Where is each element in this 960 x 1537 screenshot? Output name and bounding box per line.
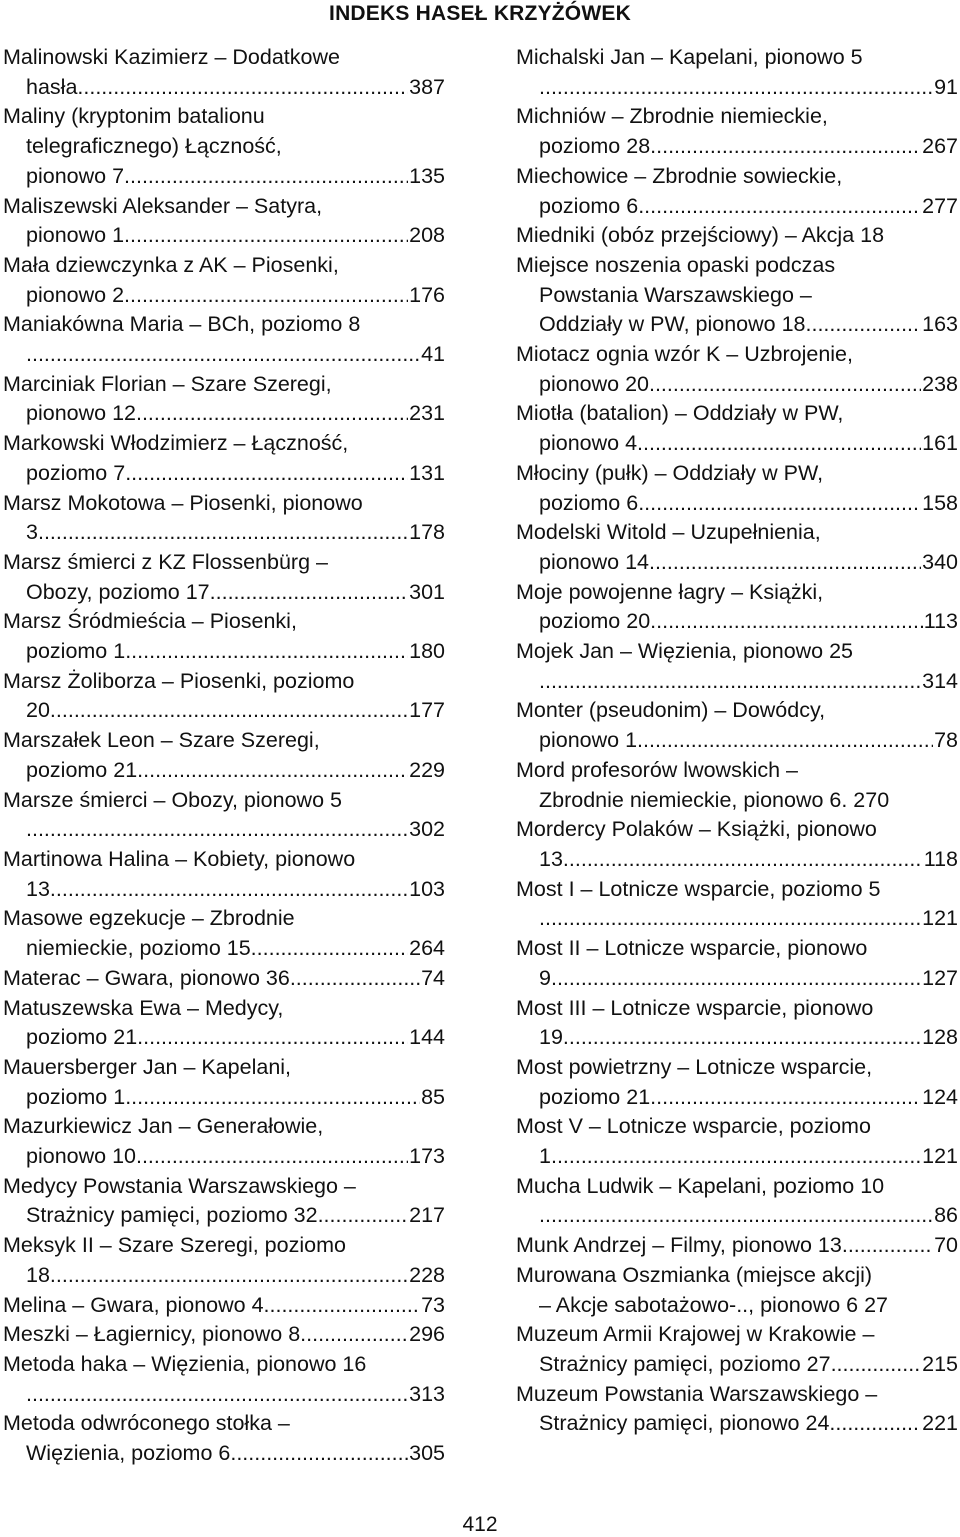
page-number: 412 [462,1513,498,1536]
entry-leader-line [3,1439,445,1469]
entry-text: Mała dziewczynka z AK – Piosenki, [3,252,339,277]
dot-leader [551,964,921,994]
entry-text: Melina – Gwara, pionowo 4 [3,1292,264,1317]
entry-text: pionowo 2 [26,282,125,307]
index-entry [3,251,445,310]
dot-leader [563,1023,921,1053]
dot-leader [137,756,408,786]
page-reference: 314 [922,668,958,693]
page-reference: 144 [409,1025,445,1050]
page-reference: 103 [409,876,445,901]
dot-leader [124,281,408,311]
entry-leader-line [516,1142,958,1172]
dot-leader [638,489,921,519]
dot-leader [539,904,921,934]
entry-text: pionowo 20 [539,371,649,396]
entry-text: Muzeum Powstania Warszawskiego – [516,1381,878,1406]
entry-text: Most V – Lotnicze wsparcie, poziomo [516,1114,871,1139]
entry-text: pionowo 12 [26,401,136,426]
entry-text: Munk Andrzej – Filmy, pionowo 13 [516,1233,842,1258]
entry-text: 3 [26,520,38,545]
index-entry [3,1172,445,1231]
entry-text: poziomo 21 [539,1084,651,1109]
entry-text: 19 [539,1025,563,1050]
entry-leader-line [3,1291,445,1321]
entry-text: Metoda odwróconego stołka – [3,1411,290,1436]
page-reference: 121 [922,1144,958,1169]
page-reference: 161 [922,431,958,456]
entry-leader-line [516,370,958,400]
entry-text: Mordercy Polaków – Książki, pionowo [516,817,877,842]
entry-text: niemieckie, poziomo 15 [26,936,251,961]
entry-leader-line [3,1201,445,1231]
page-reference: 302 [409,817,445,842]
entry-text: Obozy, poziomo 17 [26,579,210,604]
index-entry [3,370,445,429]
entry-text: telegraficznego) Łączność, [26,134,282,159]
entry-text: Malinowski Kazimierz – Dodatkowe [3,45,340,69]
entry-text: Marsz Mokotowa – Piosenki, pionowo [3,490,363,515]
entry-text: Strażnicy pamięci, poziomo 32 [26,1203,318,1228]
dot-leader [125,637,408,667]
dot-leader [637,429,921,459]
page-reference: 70 [934,1233,958,1258]
entry-text: Miotacz ognia wzór K – Uzbrojenie, [516,342,853,367]
page-reference: 127 [922,965,958,990]
entry-text: pionowo 10 [26,1144,136,1169]
dot-leader [50,696,408,726]
entry-leader-line [3,578,445,608]
dot-leader [125,459,408,489]
page-reference: 173 [409,1144,445,1169]
entry-text: Oddziały w PW, pionowo 18 [539,312,806,337]
entry-text: 9 [539,965,551,990]
entry-leader-line [516,1350,958,1380]
page-reference: 277 [922,193,958,218]
entry-text: poziomo 6 [539,490,639,515]
dot-leader [831,1350,922,1380]
entry-text: poziomo 1 [26,1084,126,1109]
entry-text: Miejsce noszenia opaski podczas [516,252,836,277]
entry-leader-line [516,429,958,459]
page-reference: 113 [923,609,958,634]
entry-text: Młociny (pułk) – Oddziały w PW, [516,460,824,485]
index-entry [3,1350,445,1409]
dot-leader [551,1142,921,1172]
index-column-left [3,43,445,1469]
entry-text: pionowo 1 [26,223,125,248]
entry-text: Monter (pseudonim) – Dowódcy, [516,698,826,723]
page-reference: 91 [934,74,958,99]
entry-text: Moje powojenne łagry – Książki, [516,579,824,604]
index-entry [516,1231,958,1261]
page-reference: 387 [409,74,445,99]
entry-leader-line [3,1380,445,1410]
dot-leader [210,578,408,608]
index-entry [3,994,445,1053]
page-reference: 228 [409,1262,445,1287]
index-entry [3,43,445,102]
dot-leader [650,132,921,162]
entry-text: poziomo 6 [539,193,639,218]
entry-text: Meksyk II – Szare Szeregi, poziomo [3,1233,346,1258]
entry-text: Medycy Powstania Warszawskiego – [3,1173,356,1198]
index-entry [3,667,445,726]
page-reference: 85 [421,1084,445,1109]
entry-leader-line [3,637,445,667]
entry-leader-line [516,548,958,578]
page-reference: 221 [922,1411,958,1436]
entry-text: Martinowa Halina – Kobiety, pionowo [3,846,356,871]
entry-leader-line [3,459,445,489]
entry-leader-line [516,1409,958,1439]
index-entry [516,459,958,518]
index-entry [516,1261,958,1320]
entry-text: Miechowice – Zbrodnie sowieckie, [516,163,843,188]
index-entry [516,340,958,399]
entry-text: Matuszewska Ewa – Medycy, [3,995,284,1020]
dot-leader [318,1201,409,1231]
index-entry [516,221,958,251]
entry-text: Mojek Jan – Więzienia, pionowo 25 [516,639,854,664]
index-entry [3,786,445,845]
entry-text: Strażnicy pamięci, pionowo 24 [539,1411,830,1436]
index-entry [516,934,958,993]
entry-leader-line [3,281,445,311]
index-entry [516,162,958,221]
entry-text: 20 [26,698,50,723]
index-entry [516,1380,958,1439]
dot-leader [136,1142,408,1172]
dot-leader [539,73,933,103]
entry-text: pionowo 4 [539,431,638,456]
dot-leader [650,1083,921,1113]
dot-leader [26,815,408,845]
index-entry [516,43,958,102]
index-entry [3,726,445,785]
page-reference: 135 [409,163,445,188]
entry-leader-line [516,1201,958,1231]
entry-leader-line [516,904,958,934]
entry-leader-line [3,340,445,370]
entry-text: Most III – Lotnicze wsparcie, pionowo [516,995,874,1020]
entry-leader-line [3,964,445,994]
page-reference: 121 [922,906,958,931]
entry-text: Maliny (kryptonim batalionu [3,104,265,129]
entry-text: Materac – Gwara, pionowo 36 [3,965,290,990]
entry-text: 18 [26,1262,50,1287]
index-entry [516,102,958,161]
entry-leader-line [516,192,958,222]
entry-text: poziomo 7 [26,460,126,485]
dot-leader [251,934,408,964]
page-reference: 296 [409,1322,445,1347]
entry-text: Masowe egzekucje – Zbrodnie [3,906,295,931]
entry-text: poziomo 28 [539,134,651,159]
index-entry [3,1320,445,1350]
entry-leader-line [516,489,958,519]
dot-leader [125,1083,420,1113]
entry-leader-line [3,1320,445,1350]
entry-text: hasła [26,74,78,99]
dot-leader [300,1320,408,1350]
entry-leader-line [3,1023,445,1053]
entry-text: Muzeum Armii Krajowej w Krakowie – [516,1322,875,1347]
index-entry [3,1231,445,1290]
index-entry [516,1053,958,1112]
index-entry [3,904,445,963]
dot-leader [50,875,408,905]
page-reference: 163 [922,312,958,337]
entry-text: 13 [539,846,563,871]
dot-leader [264,1291,421,1321]
page-reference: 215 [922,1351,958,1376]
entry-leader-line [516,132,958,162]
entry-text: poziomo 21 [26,757,138,782]
page-reference: 180 [409,639,445,664]
entry-text: pionowo 1 [539,728,638,753]
dot-leader [38,518,408,548]
index-entry [3,429,445,488]
index-entry [3,1291,445,1321]
entry-leader-line [3,221,445,251]
entry-leader-line [3,1083,445,1113]
entry-text: pionowo 7 [26,163,125,188]
entry-leader-line [3,73,445,103]
entry-leader-line [516,845,958,875]
index-entry [516,696,958,755]
dot-leader [539,1201,933,1231]
entry-text: Michalski Jan – Kapelani, pionowo 5 [516,45,863,69]
page-reference: 41 [421,342,445,367]
entry-text: Marciniak Florian – Szare Szeregi, [3,371,332,396]
entry-text: poziomo 1 [26,639,126,664]
index-entry [3,310,445,369]
entry-text: Most powietrzny – Lotnicze wsparcie, [516,1054,873,1079]
index-column-right [516,43,958,1439]
dot-leader [842,1231,933,1261]
dot-leader [829,1409,921,1439]
entry-leader-line [516,1231,958,1261]
entry-leader-line [3,518,445,548]
dot-leader [638,192,921,222]
page-reference: 118 [923,846,958,871]
entry-text: Most I – Lotnicze wsparcie, poziomo 5 [516,876,881,901]
page-reference: 177 [409,698,445,723]
dot-leader [650,607,923,637]
page-reference: 74 [421,965,445,990]
index-entry [516,637,958,696]
entry-leader-line [516,310,958,340]
entry-text: pionowo 14 [539,549,649,574]
entry-leader-line [3,934,445,964]
dot-leader [26,1380,408,1410]
page-header: INDEKS HASEŁ KRZYŻÓWEK [329,2,631,25]
dot-leader [26,340,420,370]
entry-text: Marsz Żoliborza – Piosenki, poziomo [3,668,355,693]
dot-leader [50,1261,408,1291]
index-entry [516,1172,958,1231]
index-entry [516,1320,958,1379]
index-entry [516,518,958,577]
entry-leader-line [516,1023,958,1053]
page-reference: 217 [409,1203,445,1228]
page-reference: 305 [409,1441,445,1466]
entry-text: Mucha Ludwik – Kapelani, poziomo 10 [516,1173,885,1198]
dot-leader [77,73,408,103]
entry-text: Marsze śmierci – Obozy, pionowo 5 [3,787,342,812]
entry-leader-line [516,73,958,103]
entry-text: 13 [26,876,50,901]
page-reference: 73 [421,1292,445,1317]
entry-text: Most II – Lotnicze wsparcie, pionowo [516,936,868,961]
entry-text: – Akcje sabotażowo-.., pionowo 6 27 [539,1292,888,1317]
index-entry [3,548,445,607]
dot-leader [563,845,923,875]
page-reference: 340 [922,549,958,574]
entry-text: Markowski Włodzimierz – Łączność, [3,431,349,456]
entry-leader-line [3,162,445,192]
entry-text: Marsz Śródmieścia – Piosenki, [3,609,297,634]
page-reference: 313 [409,1381,445,1406]
entry-text: Marszałek Leon – Szare Szeregi, [3,728,320,753]
entry-leader-line [516,964,958,994]
entry-text: Modelski Witold – Uzupełnienia, [516,520,821,545]
dot-leader [806,310,922,340]
page-reference: 131 [409,460,445,485]
index-entry [3,192,445,251]
dot-leader [649,548,921,578]
entry-text: Mord profesorów lwowskich – [516,757,798,782]
index-entry [3,102,445,191]
index-entry [3,1112,445,1171]
entry-text: Maniakówna Maria – BCh, poziomo 8 [3,312,361,337]
index-entry [516,399,958,458]
page-reference: 78 [934,728,958,753]
page-reference: 86 [934,1203,958,1228]
entry-text: Metoda haka – Więzienia, pionowo 16 [3,1351,367,1376]
entry-leader-line [516,726,958,756]
entry-text: poziomo 20 [539,609,651,634]
index-entry [3,1053,445,1112]
dot-leader [136,399,408,429]
index-entry [3,489,445,548]
entry-text: Miedniki (obóz przejściowy) – Akcja 18 [516,223,885,248]
index-entry [3,1409,445,1468]
page-reference: 128 [922,1025,958,1050]
index-entry [3,964,445,994]
index-entry [516,756,958,815]
entry-text: 1 [539,1144,551,1169]
index-entry [516,994,958,1053]
entry-leader-line [3,756,445,786]
entry-leader-line [3,1261,445,1291]
page-reference: 229 [409,757,445,782]
dot-leader [230,1439,408,1469]
entry-text: Więzienia, poziomo 6 [26,1441,231,1466]
index-entry [516,875,958,934]
index-entry [516,1112,958,1171]
entry-text: Mazurkiewicz Jan – Generałowie, [3,1114,324,1139]
index-entry [3,845,445,904]
entry-text: Miotła (batalion) – Oddziały w PW, [516,401,844,426]
entry-leader-line [3,696,445,726]
entry-text: Murowana Oszmianka (miejsce akcji) [516,1262,873,1287]
page-reference: 208 [409,223,445,248]
page-reference: 238 [922,371,958,396]
entry-text: Mauersberger Jan – Kapelani, [3,1054,292,1079]
entry-leader-line [3,815,445,845]
dot-leader [539,667,921,697]
page-reference: 178 [409,520,445,545]
dot-leader [290,964,420,994]
page-reference: 158 [922,490,958,515]
entry-text: Maliszewski Aleksander – Satyra, [3,193,323,218]
index-entry [516,815,958,874]
entry-leader-line [3,399,445,429]
dot-leader [137,1023,408,1053]
page-reference: 231 [409,401,445,426]
dot-leader [124,162,408,192]
entry-leader-line [516,667,958,697]
entry-text: Marsz śmierci z KZ Flossenbürg – [3,549,328,574]
entry-text: Zbrodnie niemieckie, pionowo 6. 270 [539,787,890,812]
dot-leader [649,370,921,400]
index-entry [516,578,958,637]
entry-text: Strażnicy pamięci, poziomo 27 [539,1351,831,1376]
page-reference: 176 [409,282,445,307]
dot-leader [124,221,408,251]
entry-text: Michniów – Zbrodnie niemieckie, [516,104,828,129]
page-reference: 264 [409,936,445,961]
entry-text: Powstania Warszawskiego – [539,282,812,307]
entry-leader-line [516,607,958,637]
entry-text: Meszki – Łagiernicy, pionowo 8 [3,1322,301,1347]
entry-leader-line [3,1142,445,1172]
entry-text: poziomo 21 [26,1025,138,1050]
page-reference: 267 [922,134,958,159]
index-entry [516,251,958,340]
entry-leader-line [516,1083,958,1113]
index-entry [3,607,445,666]
page-reference: 301 [409,579,445,604]
dot-leader [637,726,933,756]
page-reference: 124 [922,1084,958,1109]
entry-leader-line [3,875,445,905]
